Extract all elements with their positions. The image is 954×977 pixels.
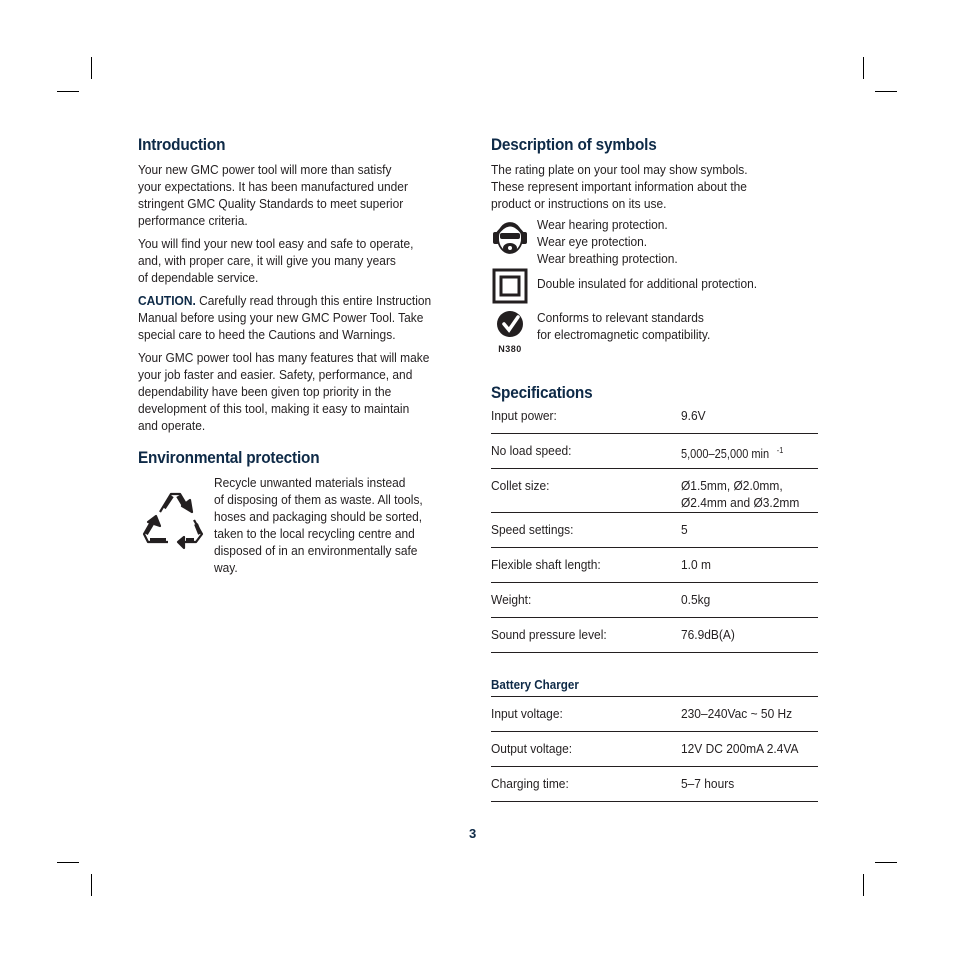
symbol-text-double-insulated: Double insulated for additional protection.	[537, 276, 758, 291]
crop-mark	[875, 91, 897, 92]
caution-paragraph	[138, 292, 451, 343]
crop-mark	[57, 91, 79, 92]
symbols-heading: Description of symbols	[491, 136, 657, 154]
environmental-text: Recycle unwanted materials instead of disposing of them as waste. All tools, hoses and packaging should be sorted, taken to the local recycling centre and disposed of in an environmentally safe way.	[214, 475, 423, 575]
recycle-icon	[138, 482, 208, 552]
spec-label: Sound pressure level:	[491, 627, 607, 642]
crop-mark	[91, 874, 92, 896]
spec-value-line-2: Ø2.4mm and Ø3.2mm	[681, 495, 800, 510]
introduction-section	[138, 136, 458, 434]
spec-value: 9.6V	[681, 408, 706, 423]
page-number: 3	[469, 826, 477, 841]
crop-mark	[875, 862, 897, 863]
symbol-text-c-tick: Conforms to relevant standards for electromagnetic compatibility.	[537, 310, 711, 342]
spec-label: Weight:	[491, 592, 532, 607]
symbol-row-double-insulated	[491, 267, 818, 305]
specifications-section	[491, 384, 818, 802]
c-tick-icon	[491, 309, 529, 354]
spec-value: Ø1.5mm, Ø2.0mm,	[681, 478, 783, 493]
spec-label: Output voltage:	[491, 741, 573, 756]
spec-value: 5–7 hours	[681, 776, 735, 791]
symbol-row-ppe	[491, 216, 818, 267]
spec-value: 5	[681, 522, 688, 537]
intro-paragraph-2: You will find your new tool easy and safe to operate, and, with proper care, it will give you many years of dependable service.	[138, 236, 414, 285]
spec-label: Flexible shaft length:	[491, 557, 601, 572]
battery-charger-heading: Battery Charger	[491, 678, 579, 692]
spec-row-collet-size	[491, 469, 818, 513]
c-tick-mark	[495, 309, 525, 339]
symbol-text-ppe: Wear hearing protection. Wear eye protection. Wear breathing protection.	[537, 217, 678, 266]
spec-value	[681, 442, 783, 462]
caution-label: CAUTION.	[138, 293, 196, 308]
introduction-heading: Introduction	[138, 136, 226, 154]
caution-text: Carefully read through this entire Instruction Manual before using your new GMC Power Tool. Take special care to heed the Cautions and Warnings.	[138, 293, 432, 342]
specifications-table	[491, 407, 818, 653]
symbols-intro: The rating plate on your tool may show symbols. These represent important information about the product or instructions on its use.	[491, 162, 748, 211]
spec-row-speed-settings	[491, 513, 818, 548]
intro-paragraph-4: Your GMC power tool has many features that will make your job faster and easier. Safety, performance, and dependability have been given top priority in the development of this tool, making it easy to maintain and operate.	[138, 350, 430, 433]
spec-value: 76.9dB(A)	[681, 627, 735, 642]
charger-heading-row	[491, 677, 818, 697]
spec-row-sound-pressure-level	[491, 618, 818, 653]
environmental-heading: Environmental protection	[138, 449, 320, 467]
c-tick-label: N380	[498, 344, 522, 354]
spec-label: Input voltage:	[491, 706, 563, 721]
symbols-section	[491, 136, 818, 354]
right-column	[491, 136, 818, 802]
battery-charger-table	[491, 677, 818, 802]
spec-label: Collet size:	[491, 478, 550, 493]
crop-mark	[91, 57, 92, 79]
left-column	[138, 136, 458, 582]
spec-value: 0.5kg	[681, 592, 711, 607]
charger-row-charging-time	[491, 767, 818, 802]
spec-row-weight	[491, 583, 818, 618]
spec-label: Input power:	[491, 408, 557, 423]
double-insulated-icon	[491, 267, 529, 305]
symbol-row-c-tick	[491, 309, 818, 354]
spec-value: 230–240Vac ~ 50 Hz	[681, 706, 793, 721]
crop-mark	[57, 862, 79, 863]
charger-row-output-voltage	[491, 732, 818, 767]
intro-paragraph-1: Your new GMC power tool will more than satisfy your expectations. It has been manufactured under stringent GMC Quality Standards to meet superior performance criteria.	[138, 162, 408, 228]
charger-row-input-voltage	[491, 697, 818, 732]
crop-mark	[863, 57, 864, 79]
crop-mark	[863, 874, 864, 896]
environmental-section	[138, 449, 458, 582]
spec-label: Charging time:	[491, 776, 569, 791]
spec-value: 12V DC 200mA 2.4VA	[681, 741, 799, 756]
spec-value-text: 5,000–25,000 min	[681, 446, 770, 462]
ppe-head-icon	[491, 216, 529, 260]
spec-row-no-load-speed	[491, 434, 818, 469]
spec-value-superscript: -1	[776, 446, 784, 455]
spec-row-input-power	[491, 407, 818, 434]
specifications-heading: Specifications	[491, 384, 593, 402]
spec-label: No load speed:	[491, 443, 572, 458]
spec-label: Speed settings:	[491, 522, 574, 537]
spec-value: 1.0 m	[681, 557, 711, 572]
spec-row-flexible-shaft-length	[491, 548, 818, 583]
